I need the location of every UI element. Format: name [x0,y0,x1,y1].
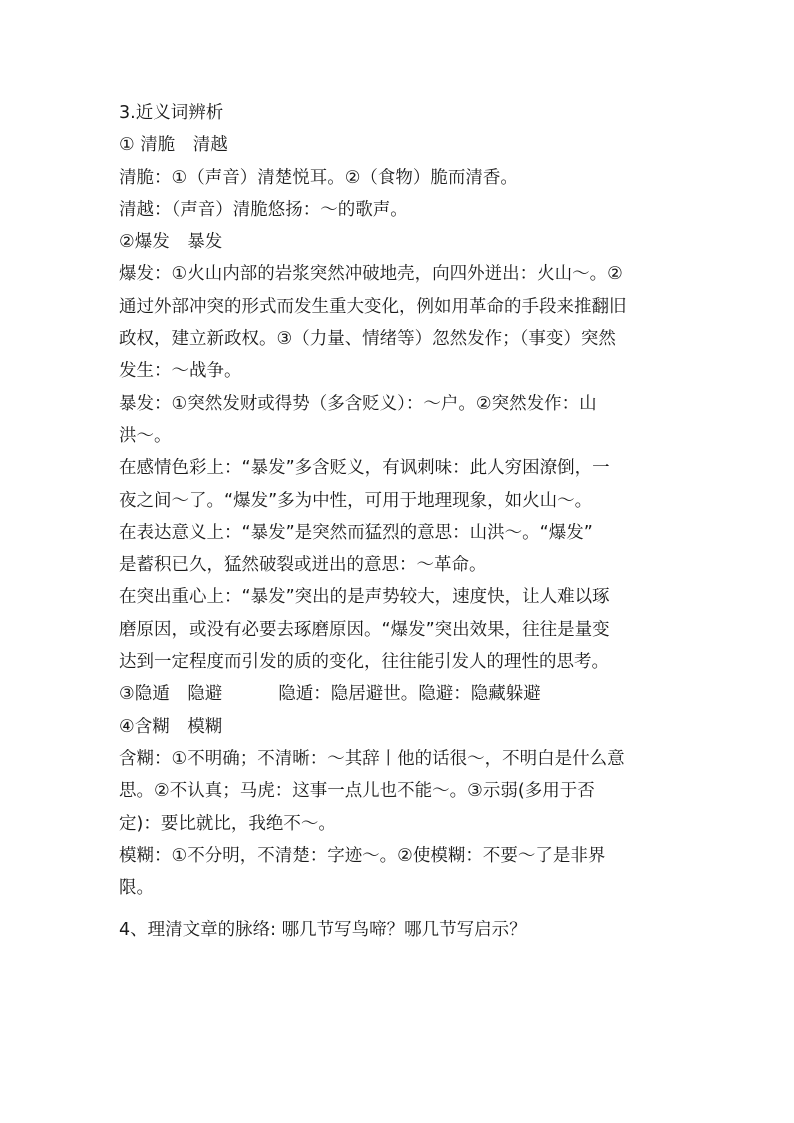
word-pair-heading: ③隐遁 隐避 [119,684,223,705]
definition-line: 暴发：①突然发财或得势（多含贬义）：～户。②突然发作：山 [119,393,597,414]
definition-line: 通过外部冲突的形式而发生重大变化，例如用革命的手段来推翻旧 [119,296,627,317]
definition-line: 定)：要比就比，我绝不～。 [119,813,336,834]
definition-line: 思。②不认真；马虎：这事一点儿也不能～。③示弱(多用于否 [119,781,595,802]
question-heading: 4、理清文章的脉络: 哪几节写鸟啼？哪几节写启示？ [119,920,527,941]
comparison-line: 磨原因，或没有必要去琢磨原因。“爆发”突出效果，往往是量变 [119,619,610,640]
definition-line: 爆发：①火山内部的岩浆突然冲破地壳，向四外迸出：火山～。② [119,264,623,285]
section-heading: 3.近义词辨析 [119,103,224,123]
definition-line: 限。 [119,878,154,899]
comparison-line: 在感情色彩上：“暴发”多含贬义，有讽刺味：此人穷困潦倒，一 [119,458,610,479]
document-body [119,97,679,947]
word-pair-row [119,678,679,710]
definition-line: 洪～。 [119,425,172,446]
definition-inline: 隐遁：隐居避世。隐避：隐藏躲避 [278,684,541,705]
word-pair-heading: ②爆发 暴发 [119,232,223,253]
word-pair-heading: ① 清脆 清越 [119,135,228,156]
definition-line: 含糊：①不明确；不清晰：～其辞丨他的话很～，不明白是什么意 [119,748,625,769]
definition-line: 政权，建立新政权。③（力量、情绪等）忽然发作；（事变）突然 [119,329,616,350]
comparison-line: 达到一定程度而引发的质的变化，往往能引发人的理性的思考。 [119,652,609,673]
definition-line: 清脆：①（声音）清楚悦耳。②（食物）脆而清香。 [119,167,518,188]
comparison-line: 在表达意义上：“暴发”是突然而猛烈的意思：山洪～。“爆发” [119,522,593,543]
word-pair-heading: ④含糊 模糊 [119,716,223,737]
comparison-line: 在突出重心上：“暴发”突出的是声势较大，速度快，让人难以琢 [119,587,610,608]
definition-line: 清越：（声音）清脆悠扬：～的歌声。 [119,199,408,220]
comparison-line: 是蓄积已久，猛然破裂或迸出的意思：～革命。 [119,555,487,576]
definition-line: 模糊：①不分明，不清楚：字迹～。②使模糊：不要～了是非界 [119,845,606,866]
comparison-line: 夜之间～了。“爆发”多为中性，可用于地理现象，如火山～。 [119,490,593,511]
definition-line: 发生：～战争。 [119,361,242,382]
